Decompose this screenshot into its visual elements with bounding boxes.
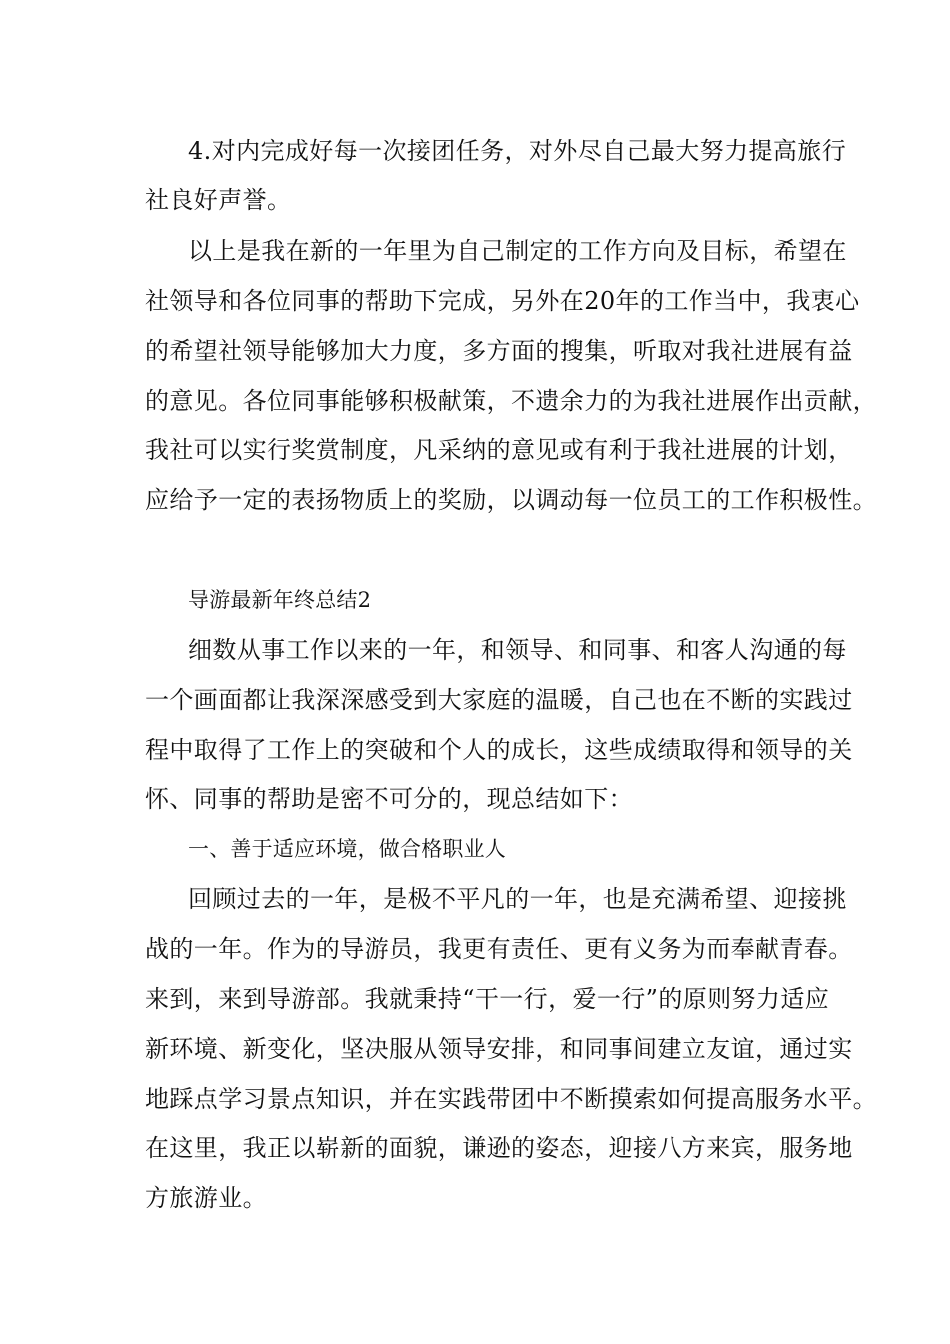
paragraph-line: 新环境、新变化，坚决服从领导安排，和同事间建立友谊，通过实 [145,1035,853,1063]
paragraph-line: 社领导和各位同事的帮助下完成，另外在20年的工作当中，我衷心 [145,287,860,315]
paragraph-line: 4.对内完成好每一次接团任务，对外尽自己最大努力提高旅行 [188,137,847,165]
paragraph-line: 地踩点学习景点知识，并在实践带团中不断摸索如何提高服务水平。 [145,1085,877,1113]
paragraph-line: 的意见。各位同事能够积极献策，不遗余力的为我社进展作出贡献， [145,387,877,415]
paragraph-line: 回顾过去的一年，是极不平凡的一年，也是充满希望、迎接挑 [188,885,847,913]
paragraph-line: 程中取得了工作上的突破和个人的成长，这些成绩取得和领导的关 [145,736,853,764]
paragraph-line: 来到，来到导游部。我就秉持“干一行，爱一行”的原则努力适应 [145,985,830,1013]
paragraph-line: 应给予一定的表扬物质上的奖励，以调动每一位员工的工作积极性。 [145,486,877,514]
paragraph-line: 怀、同事的帮助是密不可分的，现总结如下： [145,785,633,813]
paragraph-line: 以上是我在新的一年里为自己制定的工作方向及目标，希望在 [188,237,847,265]
paragraph-line: 在这里，我正以崭新的面貌，谦逊的姿态，迎接八方来宾，服务地 [145,1134,853,1162]
paragraph-line: 社良好声誉。 [145,186,292,214]
paragraph-line: 我社可以实行奖赏制度，凡采纳的意见或有利于我社进展的计划， [145,436,853,464]
paragraph-line: 细数从事工作以来的一年，和领导、和同事、和客人沟通的每 [188,636,847,664]
paragraph-line: 方旅游业。 [145,1184,267,1212]
paragraph-line: 一个画面都让我深深感受到大家庭的温暖，自己也在不断的实践过 [145,686,853,714]
section-title: 导游最新年终总结2 [188,588,372,612]
paragraph-line: 战的一年。作为的导游员，我更有责任、更有义务为而奉献青春。 [145,935,853,963]
subheading: 一、善于适应环境，做合格职业人 [188,837,506,861]
paragraph-line: 的希望社领导能够加大力度，多方面的搜集，听取对我社进展有益 [145,337,853,365]
